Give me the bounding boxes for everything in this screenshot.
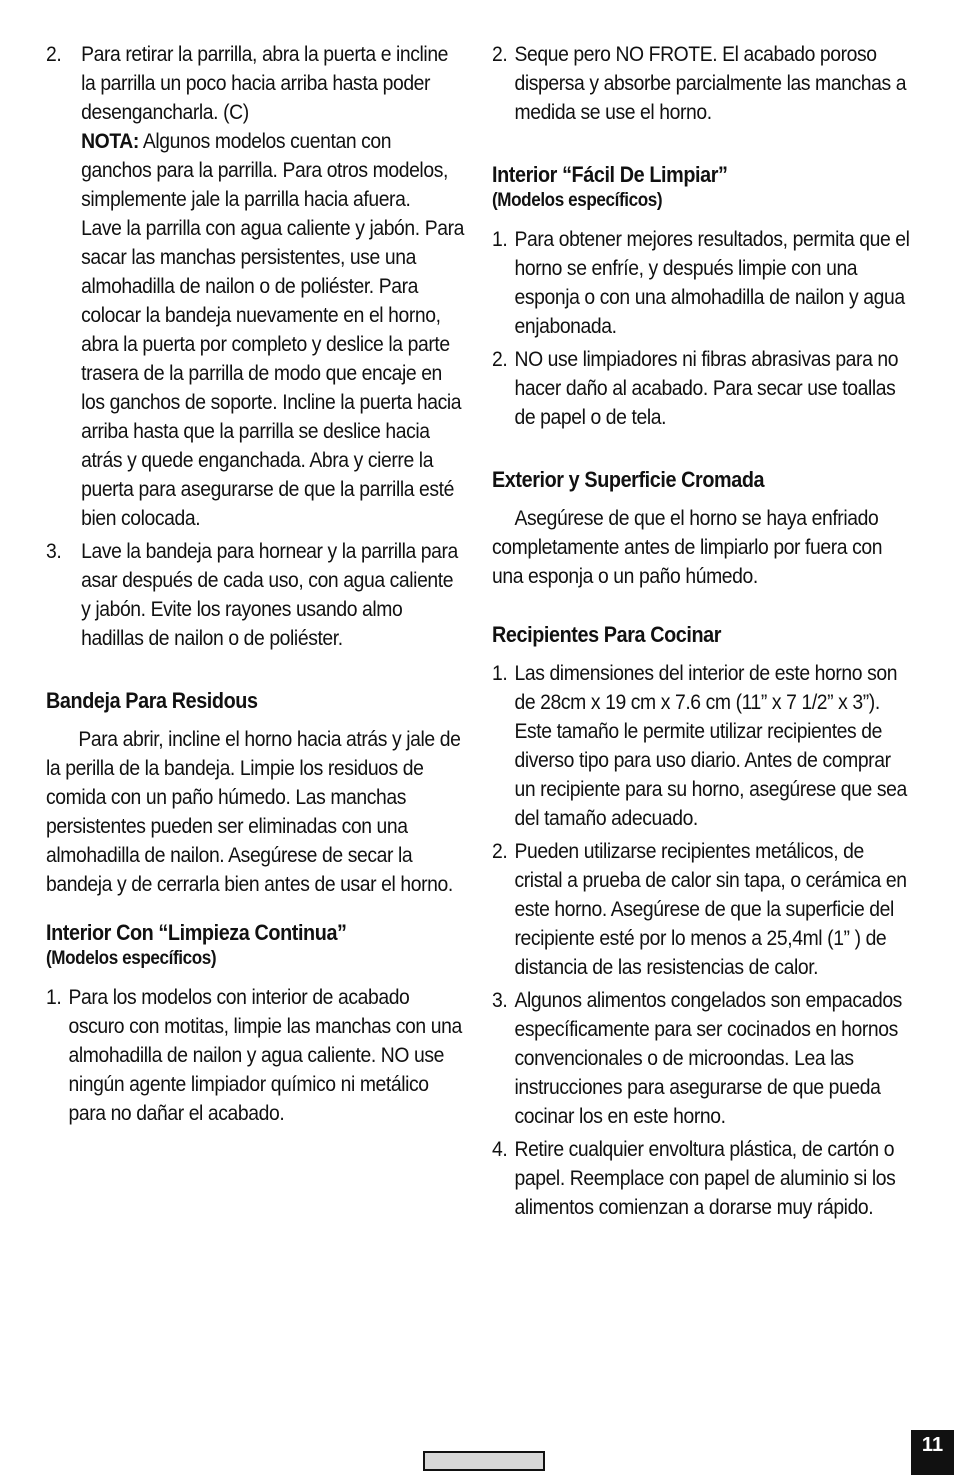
list-number: 2. <box>492 347 508 371</box>
nota-label: NOTA: <box>81 129 139 153</box>
paragraph: Para abrir, incline el horno hacia atrás y jale de la perilla de la bandeja. Limpie los residuos de comida con un paño húmedo. Las manchas persistentes pueden ser eliminadas con una almohadilla de nailon. Asegúrese de secar la bandeja y de cerrarla bien antes de usar el horno. <box>46 727 461 896</box>
section-subheading: (Modelos específicos) <box>46 948 217 969</box>
list-number: 4. <box>492 1137 508 1161</box>
right-column <box>492 40 911 1226</box>
list-item <box>492 837 911 982</box>
paragraph: Lave la bandeja para hornear y la parrilla para asar después de cada uso, con agua caliente y jabón. Evite los rayones usando almo hadillas de nailon o de poliéster. <box>81 539 458 650</box>
paragraph: Pueden utilizarse recipientes metálicos, de cristal a prueba de calor sin tapa, o cerámica en este horno. Asegúrese de que la superficie del recipiente esté por lo menos a 25,4ml (1” ) de distancia de las resistencias de calor. <box>514 839 907 979</box>
paragraph: Lave la parrilla con agua caliente y jabón. Para sacar las manchas persistentes, use una almohadilla de nailon o de poliéster. Para colocar la bandeja nuevamente en el horno, abra la puerta por completo y deslice la parte trasera de la parrilla de modo que encaje en los ganchos de soporte. Incline la puerta hacia arriba hasta que la parrilla se deslice hacia atrás y quede enganchada. Abra y cierre la puerta para asegurarse de que la parrilla esté bien colocada. <box>81 216 464 530</box>
list-number: 2. <box>492 42 508 66</box>
page-number: 11 <box>911 1430 954 1475</box>
list-item <box>492 659 911 833</box>
list-item <box>46 983 465 1128</box>
paragraph: Para los modelos con interior de acabado oscuro con motitas, limpie las manchas con una almohadilla de nailon y agua caliente. NO use ningún agente limpiador químico ni metálico para no dañar el acabado. <box>68 985 462 1125</box>
list-number: 1. <box>492 661 508 685</box>
section-heading: Interior “Fácil De Limpiar” <box>492 162 728 187</box>
list-item <box>492 345 911 432</box>
list-item <box>46 40 465 533</box>
list-number: 1. <box>46 985 62 1009</box>
list-number: 3. <box>492 988 508 1012</box>
section-subheading: (Modelos específicos) <box>492 190 663 211</box>
paragraph: Retire cualquier envoltura plástica, de cartón o papel. Reemplace con papel de aluminio si los alimentos comienzan a dorarse muy rápido. <box>514 1137 896 1219</box>
paragraph: Algunos alimentos congelados son empacados específicamente para ser cocinados en hornos convencionales o de microondas. Lea las instrucciones para asegurarse de que pueda cocinar los en este horno. <box>514 988 902 1128</box>
list-item <box>46 537 465 653</box>
list-number: 1. <box>492 227 508 251</box>
list-item <box>492 986 911 1131</box>
section-heading: Bandeja Para Residous <box>46 688 258 713</box>
paragraph: NO use limpiadores ni fibras abrasivas para no hacer daño al acabado. Para secar use toallas de papel o de tela. <box>514 347 899 429</box>
list-item <box>492 225 911 341</box>
item-text: Para retirar la parrilla, abra la puerta e incline la parrilla un poco hacia arriba hasta poder desengancharla. (C) <box>81 42 449 124</box>
footer-bar <box>423 1451 545 1471</box>
list-item <box>492 40 911 127</box>
section-heading: Recipientes Para Cocinar <box>492 622 722 647</box>
list-number: 2. <box>46 42 62 66</box>
list-number: 3. <box>46 539 62 563</box>
list-item <box>492 1135 911 1222</box>
section-heading: Interior Con “Limpieza Continua” <box>46 920 347 945</box>
left-column <box>46 40 465 1132</box>
paragraph: Asegúrese de que el horno se haya enfriado completamente antes de limpiarlo por fuera con una esponja o un paño húmedo. <box>492 506 883 588</box>
paragraph: Seque pero NO FROTE. El acabado poroso dispersa y absorbe parcialmente las manchas a medida se use el horno. <box>514 42 907 124</box>
paragraph: Las dimensiones del interior de este horno son de 28cm x 19 cm x 7.6 cm (11” x 7 1/2” x 3”). Este tamaño le permite utilizar recipientes de diverso tipo para uso diario. Antes de comprar un recipiente para su horno, asegúrese que sea del tamaño adecuado. <box>514 661 907 830</box>
list-number: 2. <box>492 839 508 863</box>
nota-text: Algunos modelos cuentan con ganchos para la parrilla. Para otros modelos, simplemente jale la parrilla hacia afuera. <box>81 129 448 211</box>
paragraph <box>81 40 465 214</box>
paragraph: Para obtener mejores resultados, permita que el horno se enfríe, y después limpie con una esponja o con una almohadilla de nailon y agua enjabonada. <box>514 227 910 338</box>
section-heading: Exterior y Superficie Cromada <box>492 467 765 492</box>
